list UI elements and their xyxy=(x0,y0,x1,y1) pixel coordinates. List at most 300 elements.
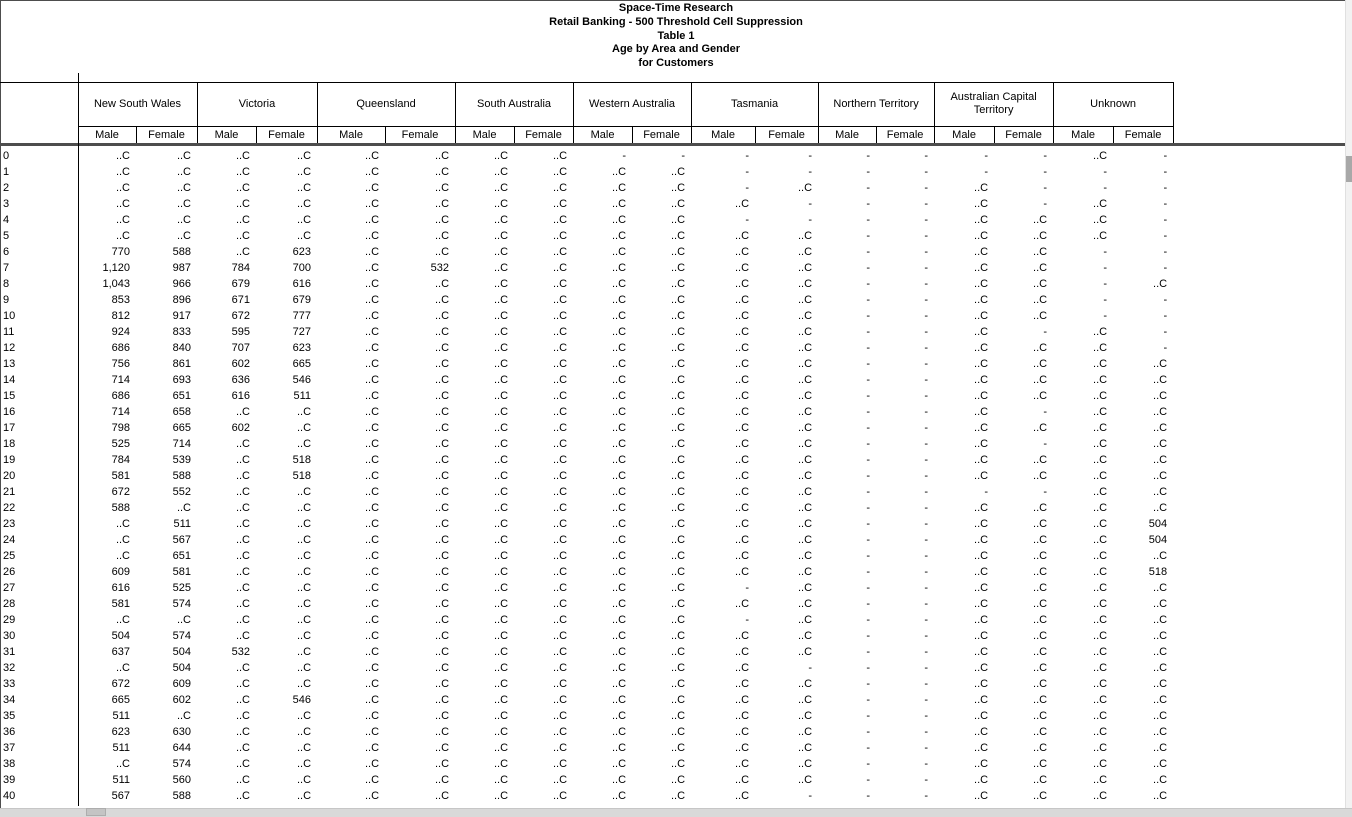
suppressed-cell[interactable]: ..C xyxy=(434,534,450,546)
empty-cell[interactable]: - xyxy=(866,486,871,498)
suppressed-cell[interactable]: ..C xyxy=(670,630,686,642)
suppressed-cell[interactable]: ..C xyxy=(974,614,989,626)
empty-cell[interactable]: - xyxy=(924,326,929,338)
suppressed-cell[interactable]: ..C xyxy=(364,502,380,514)
suppressed-cell[interactable]: ..C xyxy=(115,758,130,770)
empty-cell[interactable]: - xyxy=(1043,166,1048,178)
suppressed-cell[interactable]: ..C xyxy=(734,566,750,578)
female-header[interactable]: Female xyxy=(401,128,439,141)
empty-cell[interactable]: - xyxy=(866,518,871,530)
suppressed-cell[interactable]: ..C xyxy=(1153,678,1168,690)
suppressed-cell[interactable]: ..C xyxy=(176,710,191,722)
suppressed-cell[interactable]: ..C xyxy=(296,550,312,562)
suppressed-cell[interactable]: ..C xyxy=(364,438,380,450)
suppressed-cell[interactable]: ..C xyxy=(611,710,627,722)
group-header-new-south-wales[interactable]: New South Wales xyxy=(93,97,182,110)
value-cell[interactable]: 651 xyxy=(172,550,191,562)
empty-cell[interactable]: - xyxy=(866,614,871,626)
suppressed-cell[interactable]: ..C xyxy=(493,326,509,338)
suppressed-cell[interactable]: ..C xyxy=(434,390,450,402)
suppressed-cell[interactable]: ..C xyxy=(611,502,627,514)
suppressed-cell[interactable]: ..C xyxy=(798,694,813,706)
suppressed-cell[interactable]: ..C xyxy=(235,438,250,450)
value-cell[interactable]: 504 xyxy=(1148,534,1168,546)
empty-cell[interactable]: - xyxy=(866,678,871,690)
empty-cell[interactable]: - xyxy=(1163,310,1168,322)
suppressed-cell[interactable]: ..C xyxy=(552,214,568,226)
male-header[interactable]: Male xyxy=(590,128,615,141)
age-label[interactable]: 40 xyxy=(3,790,16,802)
suppressed-cell[interactable]: ..C xyxy=(1093,678,1108,690)
age-label[interactable]: 24 xyxy=(3,534,16,546)
empty-cell[interactable]: - xyxy=(984,150,989,162)
suppressed-cell[interactable]: ..C xyxy=(1093,790,1108,802)
suppressed-cell[interactable]: ..C xyxy=(235,790,250,802)
suppressed-cell[interactable]: ..C xyxy=(364,678,380,690)
suppressed-cell[interactable]: ..C xyxy=(493,646,509,658)
empty-cell[interactable]: - xyxy=(866,326,871,338)
suppressed-cell[interactable]: ..C xyxy=(798,582,813,594)
suppressed-cell[interactable]: ..C xyxy=(493,342,509,354)
value-cell[interactable]: 798 xyxy=(111,422,130,434)
empty-cell[interactable]: - xyxy=(1043,486,1048,498)
empty-cell[interactable]: - xyxy=(745,166,750,178)
male-header[interactable]: Male xyxy=(711,128,735,141)
age-label[interactable]: 32 xyxy=(3,662,16,674)
suppressed-cell[interactable]: ..C xyxy=(296,742,312,754)
suppressed-cell[interactable]: ..C xyxy=(364,630,380,642)
suppressed-cell[interactable]: ..C xyxy=(434,198,450,210)
empty-cell[interactable]: - xyxy=(924,710,929,722)
suppressed-cell[interactable]: ..C xyxy=(235,566,250,578)
group-header-australian-capital-territory[interactable]: Australian Capital Territory xyxy=(950,91,1037,116)
suppressed-cell[interactable]: ..C xyxy=(552,694,568,706)
suppressed-cell[interactable]: ..C xyxy=(1033,262,1048,274)
suppressed-cell[interactable]: ..C xyxy=(798,774,813,786)
suppressed-cell[interactable]: ..C xyxy=(296,774,312,786)
suppressed-cell[interactable]: ..C xyxy=(434,470,450,482)
value-cell[interactable]: 504 xyxy=(111,630,130,642)
suppressed-cell[interactable]: ..C xyxy=(974,598,989,610)
empty-cell[interactable]: - xyxy=(924,662,929,674)
suppressed-cell[interactable]: ..C xyxy=(974,646,989,658)
empty-cell[interactable]: - xyxy=(924,166,929,178)
suppressed-cell[interactable]: ..C xyxy=(1153,582,1168,594)
suppressed-cell[interactable]: ..C xyxy=(734,374,750,386)
suppressed-cell[interactable]: ..C xyxy=(434,454,450,466)
value-cell[interactable]: 552 xyxy=(172,486,191,498)
suppressed-cell[interactable]: ..C xyxy=(296,614,312,626)
group-header-tasmania[interactable]: Tasmania xyxy=(731,97,779,110)
empty-cell[interactable]: - xyxy=(924,678,929,690)
suppressed-cell[interactable]: ..C xyxy=(434,150,450,162)
empty-cell[interactable]: - xyxy=(1163,246,1168,258)
suppressed-cell[interactable]: ..C xyxy=(611,198,627,210)
suppressed-cell[interactable]: ..C xyxy=(974,438,989,450)
age-label[interactable]: 9 xyxy=(3,294,10,306)
suppressed-cell[interactable]: ..C xyxy=(493,262,509,274)
value-cell[interactable]: 616 xyxy=(231,390,250,402)
empty-cell[interactable]: - xyxy=(808,150,813,162)
empty-cell[interactable]: - xyxy=(924,214,929,226)
suppressed-cell[interactable]: ..C xyxy=(670,390,686,402)
value-cell[interactable]: 707 xyxy=(231,342,250,354)
value-cell[interactable]: 636 xyxy=(231,374,250,386)
suppressed-cell[interactable]: ..C xyxy=(1153,470,1168,482)
suppressed-cell[interactable]: ..C xyxy=(1033,758,1048,770)
suppressed-cell[interactable]: ..C xyxy=(235,630,250,642)
suppressed-cell[interactable]: ..C xyxy=(1093,422,1108,434)
suppressed-cell[interactable]: ..C xyxy=(670,582,686,594)
suppressed-cell[interactable]: ..C xyxy=(974,454,989,466)
suppressed-cell[interactable]: ..C xyxy=(493,710,509,722)
suppressed-cell[interactable]: ..C xyxy=(552,246,568,258)
value-cell[interactable]: 924 xyxy=(111,326,130,338)
suppressed-cell[interactable]: ..C xyxy=(493,422,509,434)
suppressed-cell[interactable]: ..C xyxy=(552,678,568,690)
empty-cell[interactable]: - xyxy=(1163,326,1168,338)
suppressed-cell[interactable]: ..C xyxy=(296,502,312,514)
suppressed-cell[interactable]: ..C xyxy=(974,326,989,338)
suppressed-cell[interactable]: ..C xyxy=(974,262,989,274)
suppressed-cell[interactable]: ..C xyxy=(235,230,250,242)
empty-cell[interactable]: - xyxy=(924,454,929,466)
suppressed-cell[interactable]: ..C xyxy=(552,774,568,786)
suppressed-cell[interactable]: ..C xyxy=(235,182,250,194)
suppressed-cell[interactable]: ..C xyxy=(670,566,686,578)
value-cell[interactable]: 777 xyxy=(292,310,312,322)
value-cell[interactable]: 518 xyxy=(292,470,312,482)
suppressed-cell[interactable]: ..C xyxy=(552,534,568,546)
suppressed-cell[interactable]: ..C xyxy=(798,678,813,690)
empty-cell[interactable]: - xyxy=(1163,166,1168,178)
suppressed-cell[interactable]: ..C xyxy=(974,406,989,418)
suppressed-cell[interactable]: ..C xyxy=(798,614,813,626)
suppressed-cell[interactable]: ..C xyxy=(611,438,627,450)
age-label[interactable]: 33 xyxy=(3,678,16,690)
suppressed-cell[interactable]: ..C xyxy=(235,550,250,562)
suppressed-cell[interactable]: ..C xyxy=(493,742,509,754)
empty-cell[interactable]: - xyxy=(866,262,871,274)
empty-cell[interactable]: - xyxy=(924,198,929,210)
suppressed-cell[interactable]: ..C xyxy=(974,582,989,594)
suppressed-cell[interactable]: ..C xyxy=(1093,342,1108,354)
suppressed-cell[interactable]: ..C xyxy=(1093,406,1108,418)
suppressed-cell[interactable]: ..C xyxy=(734,406,750,418)
empty-cell[interactable]: - xyxy=(745,150,750,162)
suppressed-cell[interactable]: ..C xyxy=(1093,214,1108,226)
suppressed-cell[interactable]: ..C xyxy=(734,662,750,674)
suppressed-cell[interactable]: ..C xyxy=(974,678,989,690)
empty-cell[interactable]: - xyxy=(1163,294,1168,306)
suppressed-cell[interactable]: ..C xyxy=(434,246,450,258)
suppressed-cell[interactable]: ..C xyxy=(974,726,989,738)
empty-cell[interactable]: - xyxy=(866,630,871,642)
suppressed-cell[interactable]: ..C xyxy=(670,742,686,754)
empty-cell[interactable]: - xyxy=(924,694,929,706)
value-cell[interactable]: 567 xyxy=(172,534,191,546)
suppressed-cell[interactable]: ..C xyxy=(798,310,813,322)
suppressed-cell[interactable]: ..C xyxy=(235,534,250,546)
suppressed-cell[interactable]: ..C xyxy=(611,326,627,338)
suppressed-cell[interactable]: ..C xyxy=(552,550,568,562)
suppressed-cell[interactable]: ..C xyxy=(1033,662,1048,674)
empty-cell[interactable]: - xyxy=(924,358,929,370)
value-cell[interactable]: 532 xyxy=(430,262,450,274)
suppressed-cell[interactable]: ..C xyxy=(493,214,509,226)
empty-cell[interactable]: - xyxy=(866,198,871,210)
suppressed-cell[interactable]: ..C xyxy=(364,262,380,274)
value-cell[interactable]: 714 xyxy=(111,406,130,418)
age-label[interactable]: 21 xyxy=(3,486,16,498)
suppressed-cell[interactable]: ..C xyxy=(670,406,686,418)
value-cell[interactable]: 1,043 xyxy=(102,278,130,290)
suppressed-cell[interactable]: ..C xyxy=(798,422,813,434)
suppressed-cell[interactable]: ..C xyxy=(1153,598,1168,610)
suppressed-cell[interactable]: ..C xyxy=(798,294,813,306)
suppressed-cell[interactable]: ..C xyxy=(1093,438,1108,450)
value-cell[interactable]: 679 xyxy=(231,278,250,290)
suppressed-cell[interactable]: ..C xyxy=(974,694,989,706)
empty-cell[interactable]: - xyxy=(1163,150,1168,162)
suppressed-cell[interactable]: ..C xyxy=(493,614,509,626)
suppressed-cell[interactable]: ..C xyxy=(974,374,989,386)
suppressed-cell[interactable]: ..C xyxy=(552,262,568,274)
empty-cell[interactable]: - xyxy=(866,278,871,290)
suppressed-cell[interactable]: ..C xyxy=(670,470,686,482)
suppressed-cell[interactable]: ..C xyxy=(364,790,380,802)
age-label[interactable]: 5 xyxy=(3,230,10,242)
suppressed-cell[interactable]: ..C xyxy=(364,646,380,658)
suppressed-cell[interactable]: ..C xyxy=(611,550,627,562)
empty-cell[interactable]: - xyxy=(866,406,871,418)
suppressed-cell[interactable]: ..C xyxy=(1093,662,1108,674)
empty-cell[interactable]: - xyxy=(866,374,871,386)
suppressed-cell[interactable]: ..C xyxy=(364,406,380,418)
suppressed-cell[interactable]: ..C xyxy=(296,518,312,530)
suppressed-cell[interactable]: ..C xyxy=(493,230,509,242)
suppressed-cell[interactable]: ..C xyxy=(974,774,989,786)
suppressed-cell[interactable]: ..C xyxy=(552,710,568,722)
age-label[interactable]: 31 xyxy=(3,646,16,658)
empty-cell[interactable]: - xyxy=(924,438,929,450)
empty-cell[interactable]: - xyxy=(866,598,871,610)
horizontal-scrollbar-thumb[interactable] xyxy=(86,808,106,816)
suppressed-cell[interactable]: ..C xyxy=(1153,742,1168,754)
empty-cell[interactable]: - xyxy=(681,150,686,162)
suppressed-cell[interactable]: ..C xyxy=(552,198,568,210)
suppressed-cell[interactable]: ..C xyxy=(611,422,627,434)
empty-cell[interactable]: - xyxy=(866,502,871,514)
suppressed-cell[interactable]: ..C xyxy=(235,582,250,594)
suppressed-cell[interactable]: ..C xyxy=(552,646,568,658)
empty-cell[interactable]: - xyxy=(924,182,929,194)
suppressed-cell[interactable]: ..C xyxy=(434,646,450,658)
suppressed-cell[interactable]: ..C xyxy=(1153,390,1168,402)
suppressed-cell[interactable]: ..C xyxy=(1033,214,1048,226)
suppressed-cell[interactable]: ..C xyxy=(798,758,813,770)
suppressed-cell[interactable]: ..C xyxy=(798,486,813,498)
suppressed-cell[interactable]: ..C xyxy=(115,662,130,674)
suppressed-cell[interactable]: ..C xyxy=(434,774,450,786)
suppressed-cell[interactable]: ..C xyxy=(235,454,250,466)
suppressed-cell[interactable]: ..C xyxy=(670,214,686,226)
suppressed-cell[interactable]: ..C xyxy=(115,198,130,210)
age-label[interactable]: 0 xyxy=(3,150,10,162)
suppressed-cell[interactable]: ..C xyxy=(974,790,989,802)
suppressed-cell[interactable]: ..C xyxy=(493,486,509,498)
empty-cell[interactable]: - xyxy=(924,422,929,434)
value-cell[interactable]: 651 xyxy=(172,390,191,402)
suppressed-cell[interactable]: ..C xyxy=(1033,374,1048,386)
suppressed-cell[interactable]: ..C xyxy=(670,598,686,610)
suppressed-cell[interactable]: ..C xyxy=(364,614,380,626)
suppressed-cell[interactable]: ..C xyxy=(974,278,989,290)
empty-cell[interactable]: - xyxy=(1163,342,1168,354)
suppressed-cell[interactable]: ..C xyxy=(798,390,813,402)
suppressed-cell[interactable]: ..C xyxy=(296,726,312,738)
suppressed-cell[interactable]: ..C xyxy=(670,262,686,274)
suppressed-cell[interactable]: ..C xyxy=(235,598,250,610)
suppressed-cell[interactable]: ..C xyxy=(670,294,686,306)
suppressed-cell[interactable]: ..C xyxy=(734,310,750,322)
suppressed-cell[interactable]: ..C xyxy=(611,694,627,706)
suppressed-cell[interactable]: ..C xyxy=(364,694,380,706)
suppressed-cell[interactable]: ..C xyxy=(611,518,627,530)
suppressed-cell[interactable]: ..C xyxy=(296,198,312,210)
suppressed-cell[interactable]: ..C xyxy=(1033,422,1048,434)
empty-cell[interactable]: - xyxy=(924,646,929,658)
empty-cell[interactable]: - xyxy=(745,614,750,626)
suppressed-cell[interactable]: ..C xyxy=(493,502,509,514)
age-label[interactable]: 10 xyxy=(3,310,16,322)
suppressed-cell[interactable]: ..C xyxy=(1093,454,1108,466)
value-cell[interactable]: 602 xyxy=(231,358,250,370)
suppressed-cell[interactable]: ..C xyxy=(670,774,686,786)
value-cell[interactable]: 581 xyxy=(111,470,130,482)
suppressed-cell[interactable]: ..C xyxy=(364,358,380,370)
suppressed-cell[interactable]: ..C xyxy=(235,614,250,626)
empty-cell[interactable]: - xyxy=(924,486,929,498)
empty-cell[interactable]: - xyxy=(924,534,929,546)
suppressed-cell[interactable]: ..C xyxy=(611,582,627,594)
suppressed-cell[interactable]: ..C xyxy=(1093,470,1108,482)
suppressed-cell[interactable]: ..C xyxy=(734,230,750,242)
suppressed-cell[interactable]: ..C xyxy=(734,438,750,450)
suppressed-cell[interactable]: ..C xyxy=(611,342,627,354)
suppressed-cell[interactable]: ..C xyxy=(1033,598,1048,610)
suppressed-cell[interactable]: ..C xyxy=(1093,326,1108,338)
empty-cell[interactable]: - xyxy=(924,262,929,274)
suppressed-cell[interactable]: ..C xyxy=(734,358,750,370)
suppressed-cell[interactable]: ..C xyxy=(974,246,989,258)
age-label[interactable]: 8 xyxy=(3,278,10,290)
age-label[interactable]: 39 xyxy=(3,774,16,786)
suppressed-cell[interactable]: ..C xyxy=(364,150,380,162)
suppressed-cell[interactable]: ..C xyxy=(434,678,450,690)
suppressed-cell[interactable]: ..C xyxy=(434,758,450,770)
suppressed-cell[interactable]: ..C xyxy=(493,406,509,418)
suppressed-cell[interactable]: ..C xyxy=(1153,406,1168,418)
value-cell[interactable]: 756 xyxy=(111,358,130,370)
suppressed-cell[interactable]: ..C xyxy=(296,166,312,178)
suppressed-cell[interactable]: ..C xyxy=(1033,710,1048,722)
empty-cell[interactable]: - xyxy=(1103,182,1108,194)
value-cell[interactable]: 665 xyxy=(292,358,312,370)
empty-cell[interactable]: - xyxy=(622,150,627,162)
suppressed-cell[interactable]: ..C xyxy=(974,518,989,530)
suppressed-cell[interactable]: ..C xyxy=(611,182,627,194)
suppressed-cell[interactable]: ..C xyxy=(1153,710,1168,722)
suppressed-cell[interactable]: ..C xyxy=(798,454,813,466)
suppressed-cell[interactable]: ..C xyxy=(734,598,750,610)
suppressed-cell[interactable]: ..C xyxy=(734,198,750,210)
value-cell[interactable]: 525 xyxy=(111,438,130,450)
suppressed-cell[interactable]: ..C xyxy=(552,470,568,482)
age-label[interactable]: 38 xyxy=(3,758,16,770)
suppressed-cell[interactable]: ..C xyxy=(611,774,627,786)
suppressed-cell[interactable]: ..C xyxy=(798,566,813,578)
value-cell[interactable]: 574 xyxy=(172,598,191,610)
value-cell[interactable]: 532 xyxy=(231,646,250,658)
suppressed-cell[interactable]: ..C xyxy=(364,566,380,578)
empty-cell[interactable]: - xyxy=(924,630,929,642)
empty-cell[interactable]: - xyxy=(866,742,871,754)
value-cell[interactable]: 671 xyxy=(231,294,250,306)
value-cell[interactable]: 853 xyxy=(111,294,130,306)
suppressed-cell[interactable]: ..C xyxy=(1093,374,1108,386)
empty-cell[interactable]: - xyxy=(1163,198,1168,210)
suppressed-cell[interactable]: ..C xyxy=(434,630,450,642)
empty-cell[interactable]: - xyxy=(808,214,813,226)
value-cell[interactable]: 672 xyxy=(111,678,130,690)
suppressed-cell[interactable]: ..C xyxy=(670,326,686,338)
empty-cell[interactable]: - xyxy=(1163,182,1168,194)
suppressed-cell[interactable]: ..C xyxy=(974,310,989,322)
suppressed-cell[interactable]: ..C xyxy=(176,214,191,226)
suppressed-cell[interactable]: ..C xyxy=(552,150,568,162)
suppressed-cell[interactable]: ..C xyxy=(1093,390,1108,402)
empty-cell[interactable]: - xyxy=(866,582,871,594)
suppressed-cell[interactable]: ..C xyxy=(1153,438,1168,450)
suppressed-cell[interactable]: ..C xyxy=(798,246,813,258)
suppressed-cell[interactable]: ..C xyxy=(1033,694,1048,706)
suppressed-cell[interactable]: ..C xyxy=(493,358,509,370)
suppressed-cell[interactable]: ..C xyxy=(493,598,509,610)
value-cell[interactable]: 623 xyxy=(111,726,130,738)
suppressed-cell[interactable]: ..C xyxy=(364,390,380,402)
suppressed-cell[interactable]: ..C xyxy=(296,566,312,578)
suppressed-cell[interactable]: ..C xyxy=(552,582,568,594)
empty-cell[interactable]: - xyxy=(924,502,929,514)
suppressed-cell[interactable]: ..C xyxy=(798,630,813,642)
suppressed-cell[interactable]: ..C xyxy=(493,166,509,178)
suppressed-cell[interactable]: ..C xyxy=(734,758,750,770)
suppressed-cell[interactable]: ..C xyxy=(115,214,130,226)
suppressed-cell[interactable]: ..C xyxy=(734,422,750,434)
suppressed-cell[interactable]: ..C xyxy=(734,518,750,530)
value-cell[interactable]: 658 xyxy=(172,406,191,418)
suppressed-cell[interactable]: ..C xyxy=(434,294,450,306)
suppressed-cell[interactable]: ..C xyxy=(552,630,568,642)
suppressed-cell[interactable]: ..C xyxy=(611,278,627,290)
value-cell[interactable]: 504 xyxy=(172,662,191,674)
empty-cell[interactable]: - xyxy=(1103,262,1108,274)
suppressed-cell[interactable]: ..C xyxy=(670,758,686,770)
suppressed-cell[interactable]: ..C xyxy=(434,790,450,802)
empty-cell[interactable]: - xyxy=(866,694,871,706)
empty-cell[interactable]: - xyxy=(866,758,871,770)
